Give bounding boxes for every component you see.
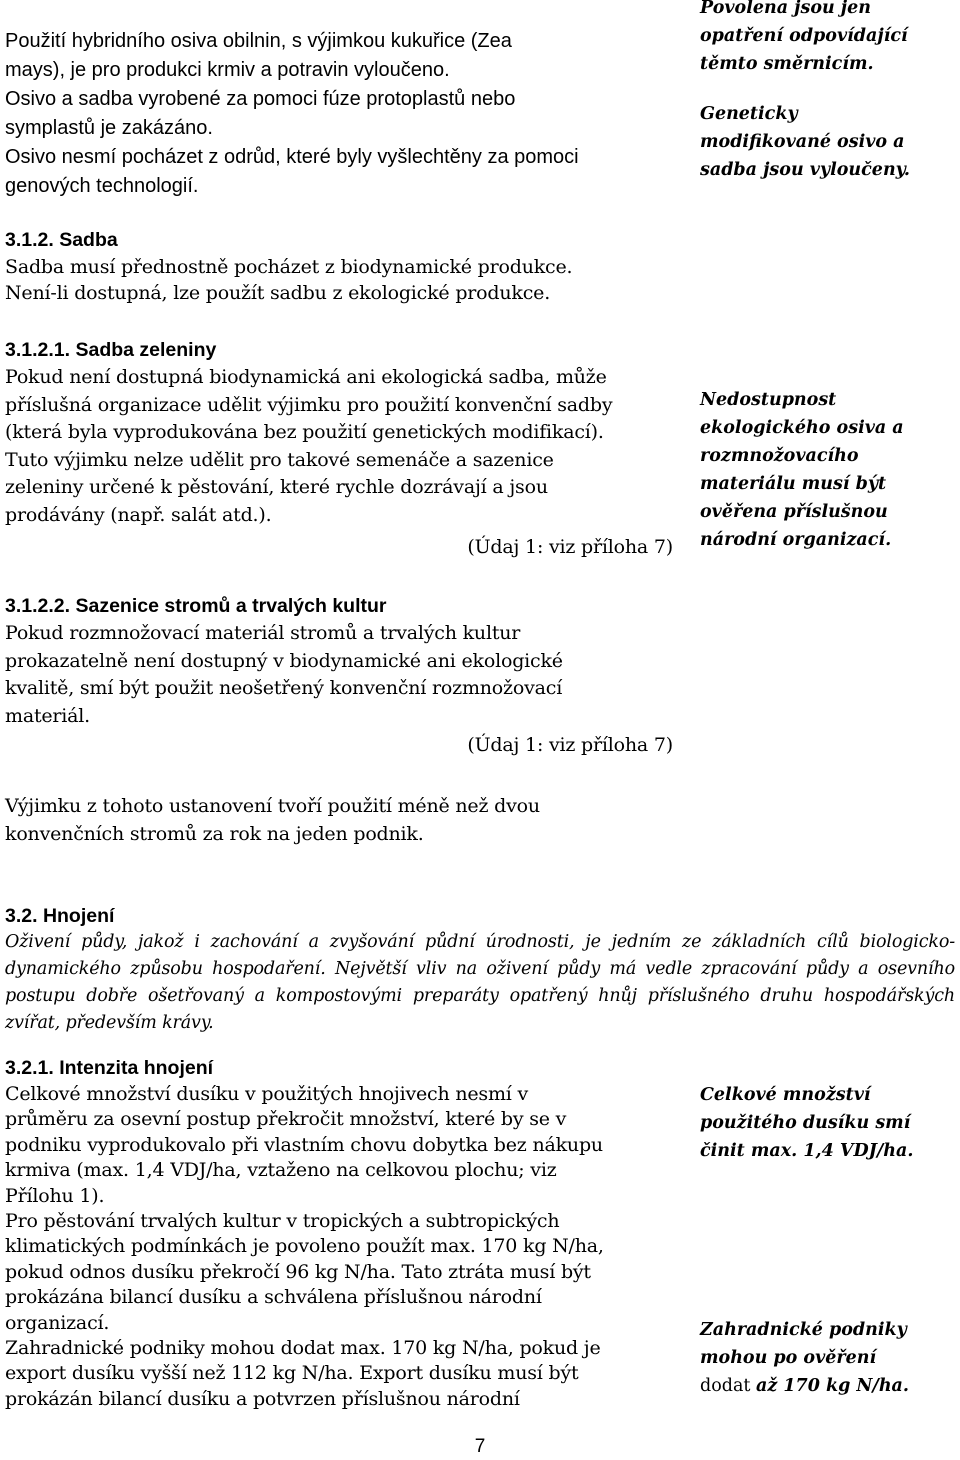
text-line: prodávány (např. salát atd.). xyxy=(5,503,272,526)
text-line: Celkové množství dusíku v použitých hnojivech nesmí v xyxy=(5,1083,529,1105)
text-line: prokazatelně není dostupný v biodynamické ani ekologické xyxy=(5,649,563,672)
text-line: Není-li dostupná, lze použít sadbu z ekologické produkce. xyxy=(5,281,551,304)
text-line: Zahradnické podniky mohou dodat max. 170 kg N/ha, pokud je xyxy=(5,1337,601,1360)
fertilization-intensity-paragraph xyxy=(5,1082,685,1412)
text-line: klimatických podmínkách je povoleno použít max. 170 kg N/ha, xyxy=(5,1235,604,1258)
appendix-reference: (Údaj 1: viz příloha 7) xyxy=(467,734,673,756)
text-line: Pro pěstování trvalých kultur v tropických a subtropických xyxy=(5,1210,560,1233)
fertilization-intro-paragraph: Oživení půdy, jakož i zachování a zvyšování půdní úrodnosti, je jedním ze základních cílů biologicko-dynamického způsobu hospodaření. Největší vliv na oživení půdy má vedle zpracování půdy a osevního postupu dobře ošetřovaný a kompostovými preparáty opatřený hnůj příslušného druhu hospodářských zvířat, především krávy. xyxy=(5,932,955,1033)
margin-note-line: ekologického osiva a xyxy=(700,418,904,438)
text-line: Výjimku z tohoto ustanovení tvoří použití méně než dvou xyxy=(5,795,540,817)
text-line: Pokud není dostupná biodynamická ani ekologická sadba, může xyxy=(5,366,607,388)
margin-note-permitted-measures xyxy=(700,0,955,184)
margin-note-line: ověřena příslušnou xyxy=(700,502,888,522)
text-line: konvenčních stromů za rok na jeden podnik. xyxy=(5,823,424,845)
section-heading-3-2: 3.2. Hnojení xyxy=(5,905,115,927)
margin-note-unavailability xyxy=(700,386,955,554)
margin-note-line: Celkové množství xyxy=(700,1085,871,1105)
margin-note-emphasis: až 170 kg N/ha. xyxy=(755,1376,909,1396)
section-heading-3-1-2-2: 3.1.2.2. Sazenice stromů a trvalých kultur xyxy=(5,595,387,617)
text-line: (která byla vyprodukována bez použití genetických modifikací). xyxy=(5,421,604,443)
vegetable-seed-paragraph xyxy=(5,364,673,562)
text-line: prokázán bilancí dusíku a potvrzen příslušnou národní xyxy=(5,1387,520,1410)
text-line: kvalitě, smí být použit neošetřený konvenční rozmnožovací xyxy=(5,677,563,699)
margin-note-line: modifikované osivo a xyxy=(700,132,905,152)
section-heading-3-2-1: 3.2.1. Intenzita hnojení xyxy=(5,1057,214,1079)
text-line: materiál. xyxy=(5,704,91,727)
text-line: pokud odnos dusíku překročí 96 kg N/ha. Tato ztráta musí být xyxy=(5,1260,591,1283)
text-line: Osivo nesmí pocházet z odrůd, které byly vyšlechtěny za pomoci xyxy=(5,146,579,168)
margin-note-line: Zahradnické podniky xyxy=(700,1320,907,1340)
text-line: organizací. xyxy=(5,1311,110,1334)
margin-note-line: sadba jsou vyloučeny. xyxy=(700,160,910,180)
text-line: Přílohu 1). xyxy=(5,1184,105,1207)
margin-note-line: národní organizací. xyxy=(700,530,892,550)
page-number: 7 xyxy=(474,1436,486,1457)
appendix-reference: (Údaj 1: viz příloha 7) xyxy=(467,536,673,558)
margin-note-line: použitého dusíku smí xyxy=(700,1113,911,1133)
tree-seedlings-paragraph xyxy=(5,620,673,760)
text-line: Osivo a sadba vyrobené za pomoci fúze protoplastů nebo xyxy=(5,88,516,110)
text-line: Použití hybridního osiva obilnin, s výjimkou kukuřice (Zea xyxy=(5,30,512,52)
text-line: zeleniny určené k pěstování, které rychle dozrávají a jsou xyxy=(5,476,548,498)
margin-note-plain-text: dodat xyxy=(700,1376,756,1396)
section-heading-3-1-2-1: 3.1.2.1. Sadba zeleniny xyxy=(5,339,217,361)
margin-note-line: činit max. 1,4 VDJ/ha. xyxy=(700,1141,914,1161)
margin-note-line: těmto směrnicím. xyxy=(700,54,874,74)
text-line: příslušná organizace udělit výjimku pro použití konvenční sadby xyxy=(5,393,613,416)
text-line: průměru za osevní postup překročit množství, které by se v xyxy=(5,1108,567,1131)
section-heading-3-1-2: 3.1.2. Sadba xyxy=(5,229,118,251)
text-line: Sadba musí přednostně pocházet z biodynamické produkce. xyxy=(5,256,573,278)
text-line: podniku vyprodukovalo při vlastním chovu dobytka bez nákupu xyxy=(5,1133,603,1156)
margin-note-line xyxy=(700,1372,955,1400)
text-line: prokázána bilancí dusíku a schválena příslušnou národní xyxy=(5,1286,542,1309)
text-line: mays), je pro produkci krmiv a potravin vyloučeno. xyxy=(5,59,450,81)
text-line: krmiva (max. 1,4 VDJ/ha, vztaženo na celkovou plochu; viz xyxy=(5,1159,557,1182)
text-line: Pokud rozmnožovací materiál stromů a trvalých kultur xyxy=(5,622,521,644)
margin-note-line: Geneticky xyxy=(700,104,798,124)
margin-note-line: mohou po ověření xyxy=(700,1348,877,1368)
margin-note-line: materiálu musí být xyxy=(700,474,887,494)
text-line: symplastů je zakázáno. xyxy=(5,117,213,139)
margin-note-total-nitrogen xyxy=(700,1081,955,1165)
seed-rules-paragraph xyxy=(5,27,685,201)
exception-paragraph xyxy=(5,792,673,848)
margin-note-line: rozmnožovacího xyxy=(700,446,859,466)
text-line: Tuto výjimku nelze udělit pro takové semenáče a sazenice xyxy=(5,448,554,471)
text-line: genových technologií. xyxy=(5,175,199,197)
margin-note-horticulture xyxy=(700,1316,955,1400)
margin-note-line: Povolena jsou jen xyxy=(700,0,872,18)
margin-note-line: Nedostupnost xyxy=(700,390,837,410)
sadba-paragraph xyxy=(5,255,685,306)
text-line: export dusíku vyšší než 112 kg N/ha. Export dusíku musí být xyxy=(5,1362,579,1385)
margin-note-line: opatření odpovídající xyxy=(700,26,908,46)
